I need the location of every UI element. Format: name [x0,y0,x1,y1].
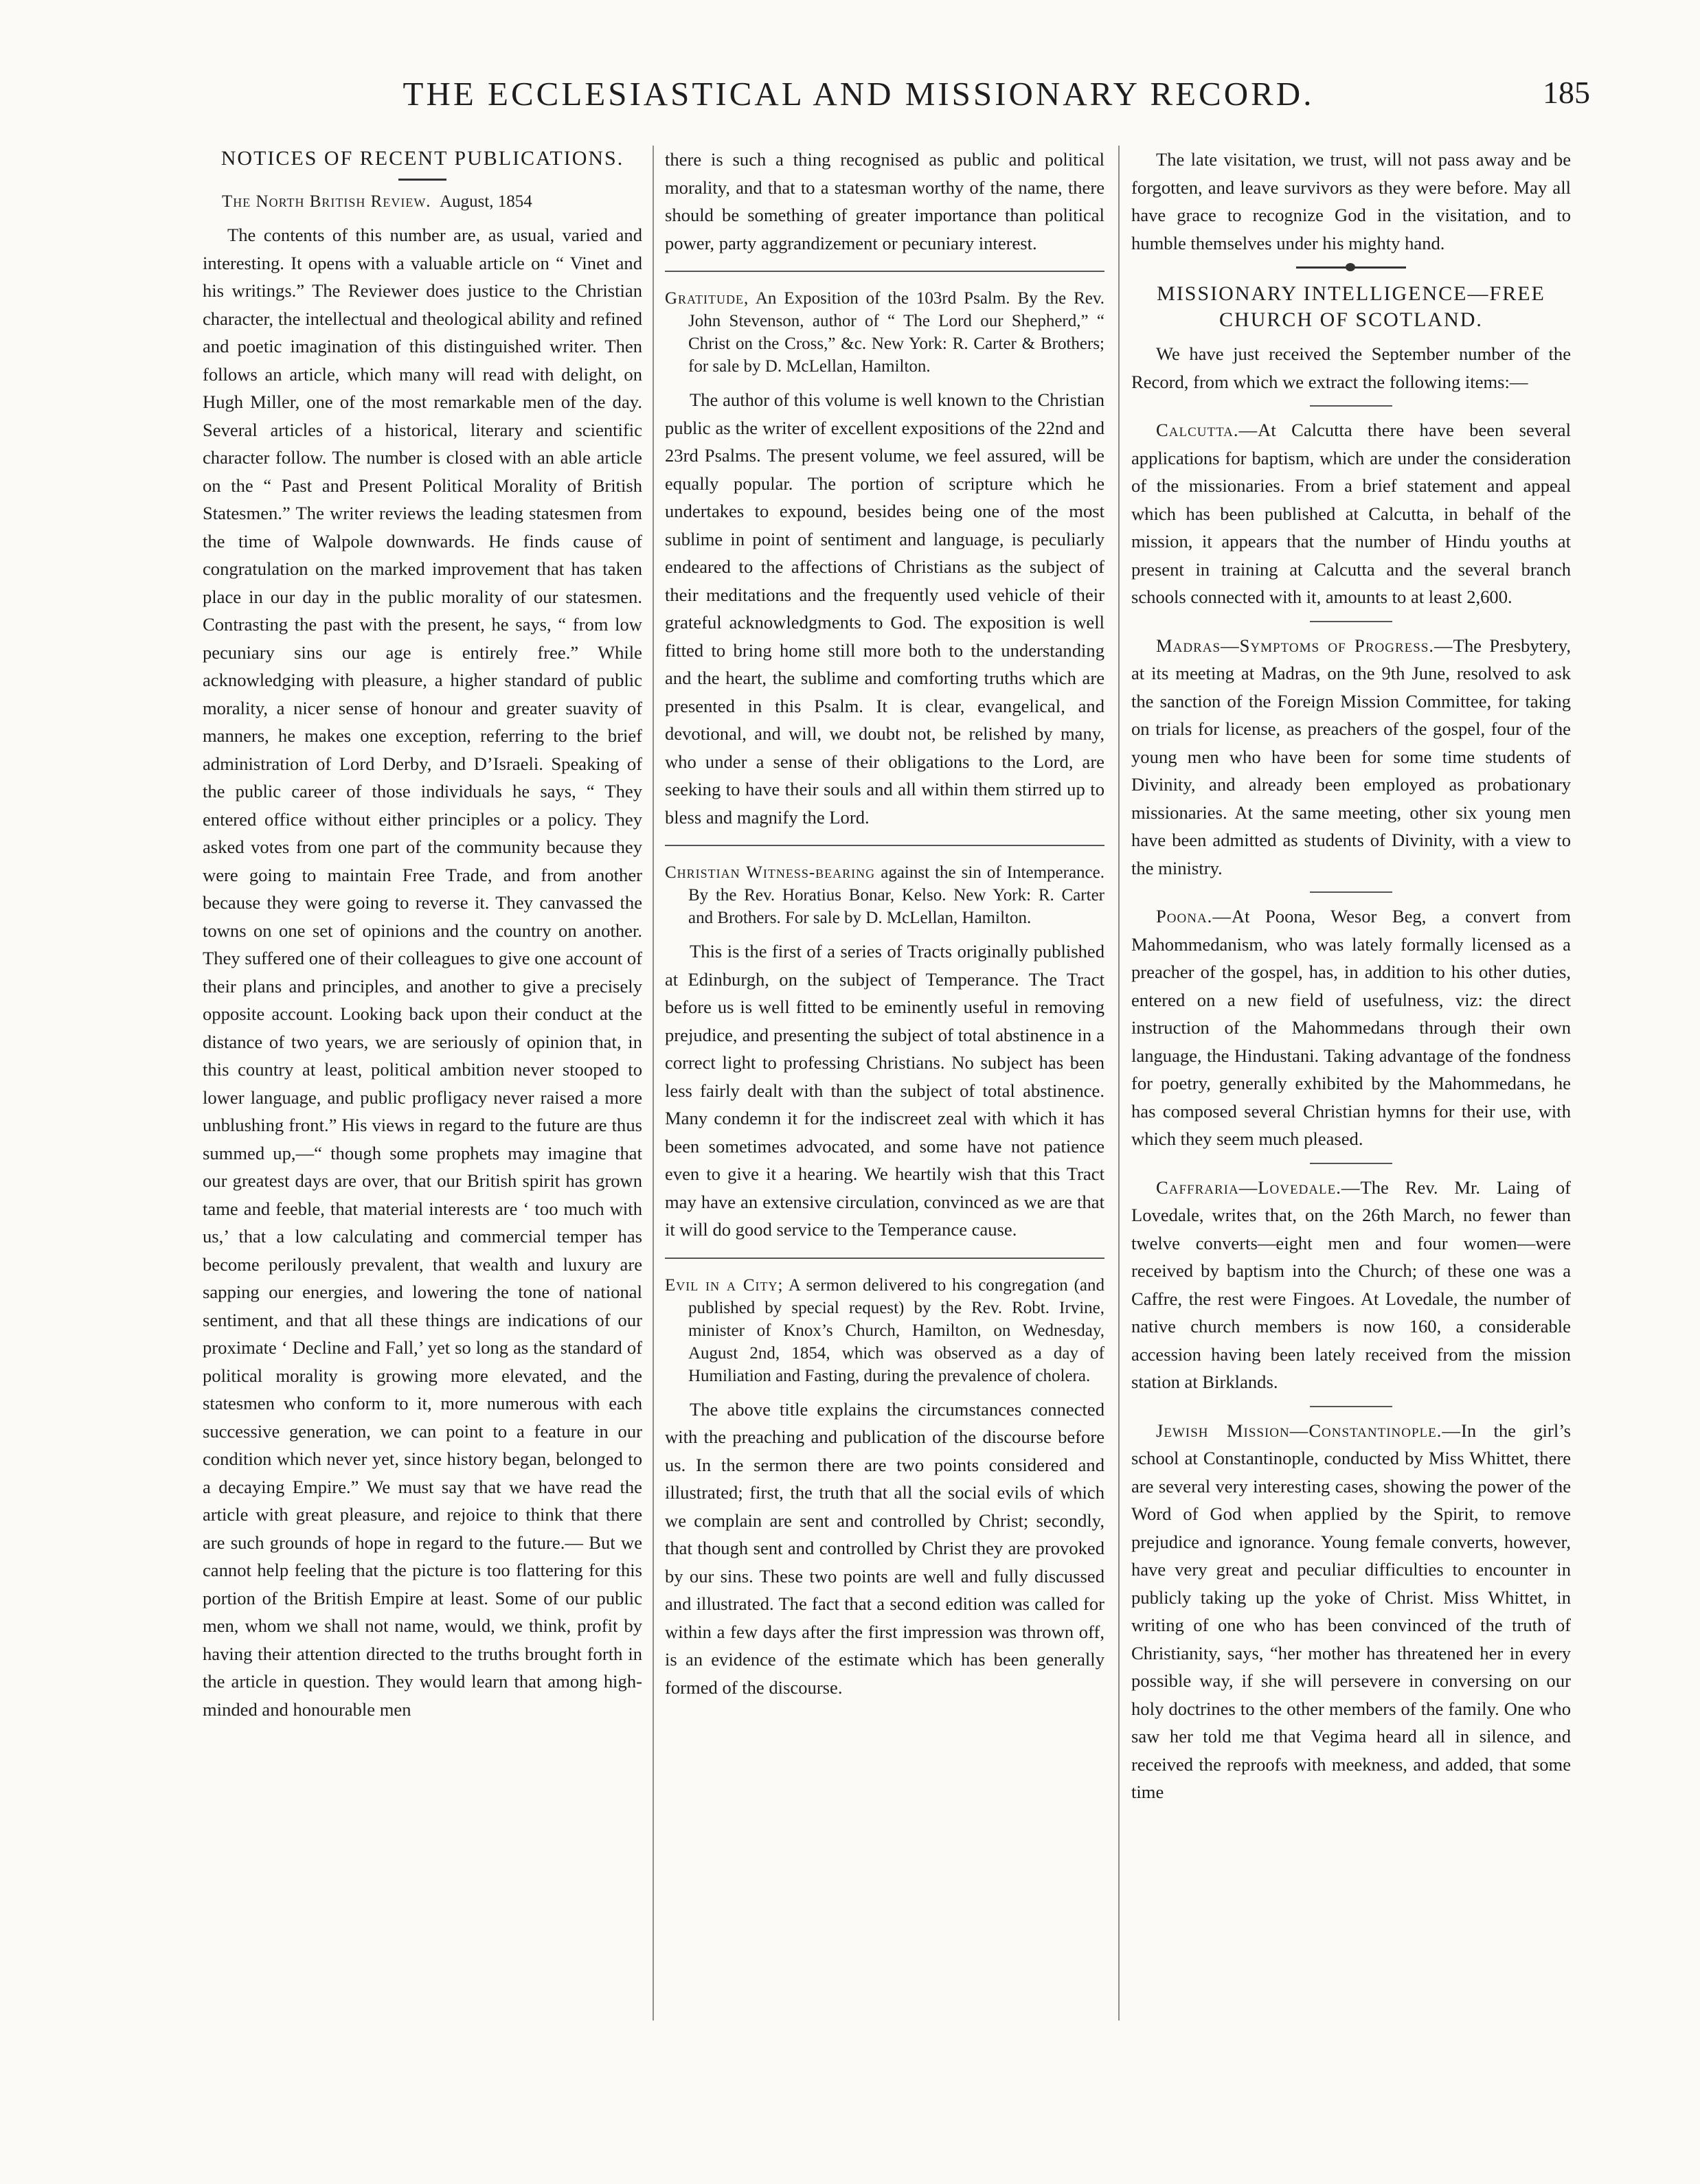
running-title: THE ECCLESIASTICAL AND MISSIONARY RECORD. [403,75,1315,113]
separator-rule [1310,405,1392,407]
news-item [1131,1417,1571,1806]
news-head: Madras—Symptoms of Progress.— [1156,635,1453,656]
review-date: August, 1854 [440,192,532,211]
news-head: Calcutta.— [1156,420,1258,440]
news-body: At Poona, Wesor Beg, a convert from Mahommedanism, who was lately formally licensed as a preacher of the gospel, has, in addition to his other duties, entered on a new field of usefulness, viz: the direct instruction of the Mahommedans through their own language, the Hindustani. Taking advantage of the fondness for poetry, generally exhibited by the Mahommedans, he has composed several Christian hymns for their use, with which they seem much pleased. [1131,906,1571,1149]
column-right [1131,146,1571,1806]
column-left [203,146,642,1723]
review-body: This is the first of a series of Tracts originally published at Edinburgh, on the subject of Temperance. The Tract before us is well fitted to be eminently useful in removing prejudice, and presenting the subject of total abstinence in a correct light to professing Christians. No subject has been less fairly dealt with than the subject of total abstinence. Many condemn it for the indiscreet zeal with which it has been sometimes advocated, and some have not patience even to give it a hearing. We heartily wish that this Tract may have an extensive circulation, convinced as we are that it will do good service to the Temperance cause. [665,941,1104,1240]
review-citation [665,1274,1104,1387]
news-item [1131,902,1571,1153]
separator-rule [665,845,1104,846]
section-title-notices: NOTICES OF RECENT PUBLICATIONS. [220,147,624,170]
section-title-missionary: MISSIONARY INTELLIGENCE—FREE CHURCH OF SCOTLAND. [1157,282,1545,331]
review-body: The contents of this number are, as usual, varied and interesting. It opens with a valuable article on “ Vinet and his writings.” The Reviewer does justice to the Christian character, the intellectual and theological ability and refined and poetic imagination of this distinguished writer. Then follows an article, which many will read with delight, on Hugh Miller, one of the most remarkable men of the day. Several articles of a historical, literary and scientific character follow. The number is closed with an able article on the “ Past and Present Political Morality of British Statesmen.” The writer reviews the leading statesmen from the time of Walpole downwards. He finds cause of congratulation on the marked improvement that has taken place in our day in the public morality of our statesmen. Contrasting the past with the present, he says, “ from low pecuniary sins our age is entirely free.” While acknowledging with pleasure, a higher standard of public morality, a nicer sense of honour and greater suavity of manners, he makes one exception, referring to the brief administration of Lord Derby, and D’Israeli. Speaking of the public career of those individuals he says, “ They entered office without either principles or a policy. They asked votes from one part of the community because they were going to maintain Free Trade, and from another because they were going to reverse it. They canvassed the towns on one set of opinions and the country on another. They suffered one of their colleagues to give one account of their plans and principles, and another to give a precisely opposite account. Looking back upon their conduct at the distance of two years, we are seriously of opinion that, in this country at least, political ambition never stooped to lower language, and public profligacy never raised a more unblushing front.” His views in regard to the future are thus summed up,—“ though some prophets may imagine that our greatest days are over, that our British spirit has grown tame and feeble, that material interests are ‘ too much with us,’ that a low calculating and commercial temper has become perilously prevalent, that wealth and luxury are sapping our energies, and lowering the tone of national sentiment, and that all these things are indications of our proximate ‘ Decline and Fall,’ yet so long as the standard of political morality is growing more elevated, and the statesmen who conform to it, more numerous with each successive generation, we can point to a feature in our condition which never yet, since history began, belonged to a decaying Empire.” We must say that we have read the article with great pleasure, and rejoice to think that there are such grounds of hope in regard to the future.— But we cannot help feeling that the picture is too flattering for this portion of the British Empire at least. Some of our public men, whom we shall not name, would, we think, profit by having their attention directed to the truths brought forth in the article in question. They would learn that among high-minded and honourable men [203,225,642,1720]
review-head: Christian Witness-bearing [665,863,876,882]
intro-paragraph: We have just received the September number of the Record, from which we extract the following items:— [1131,343,1571,392]
news-head: Poona.— [1156,906,1232,926]
review-citation-text: An Exposition of the 103rd Psalm. By the Rev. John Stevenson, author of “ The Lord our Shepherd,” “ Christ on the Cross,” &c. New York: R. Carter & Brothers; for sale by D. McLellan, Hamilton. [688,289,1104,376]
news-body: The Presbytery, at its meeting at Madras, on the 9th June, resolved to ask the sanction of the Foreign Mission Committee, for taking on trials for license, as preachers of the gospel, four of the young men who have been for some time students of Divinity, and already been employed as probationary missionaries. At the same meeting, other six young men have been admitted as students of Divinity, with a view to the ministry. [1131,635,1571,878]
column-divider [653,146,654,2021]
column-middle [665,146,1104,1701]
review-body-continued: there is such a thing recognised as public and political morality, and that to a statesman worthy of the name, there should be something of greater importance than political power, party aggrandizement or pecuniary interest. [665,149,1104,253]
news-item [1131,1174,1571,1396]
review-citation-text: A sermon delivered to his congregation (and published by special request) by the Rev. Robt. Irvine, minister of Knox’s Church, Hamilton, on Wednesday, August 2nd, 1854, which was observed as a day of Humiliation and Fasting, during the prevalence of cholera. [688,1275,1104,1385]
news-head: Caffraria—Lovedale.— [1156,1176,1361,1198]
separator-rule [1310,891,1392,893]
review-body: The above title explains the circumstances connected with the preaching and publication of the discourse before us. In the sermon there are two points considered and illustrated; first, the truth that all the social evils of which we complain are sent and controlled by Christ; secondly, that though sent and controlled by Christ they are provoked by our sins. These two points are well and fully discussed and illustrated. The fact that a second edition was called for within a few days after the first impression was thrown off, is an evidence of the estimate which has been generally formed of the discourse. [665,1398,1104,1698]
review-body: The author of this volume is well known to the Christian public as the writer of excellent expositions of the 22nd and 23rd Psalms. The present volume, we feel assured, will be equally popular. The portion of scripture which he undertakes to expound, besides being one of the most sublime in point of sentiment and language, is peculiarly endeared to the affections of Christians as the subject of their meditations and the frequently used vehicle of their grateful acknowledgments to God. The exposition is well fitted to bring home still more both to the understanding and the heart, the sublime and comforting truths which are presented in this Psalm. It is clear, evangelical, and devotional, and will, we doubt not, be relished by many, who under a sense of their obligations to the Lord, are seeking to have their souls and all within them stirred up to bless and magnify the Lord. [665,389,1104,828]
separator-rule [1310,1163,1392,1164]
review-head: The North British Review. [222,192,431,211]
paragraph-text: The late visitation, we trust, will not pass away and be forgotten, and leave survivors as they were before. May all have grace to recognize God in the visitation, and to humble themselves under his mighty hand. [1131,149,1571,253]
ornamental-rule [1296,266,1406,269]
review-citation [203,190,642,213]
news-item [1131,632,1571,883]
review-head: Gratitude, [665,289,749,308]
separator-rule [665,1258,1104,1259]
news-body: The Rev. Mr. Laing of Lovedale, writes that, on the 26th March, no fewer than twelve converts—eight men and four women—were received by baptism into the Church; of these one was a Caffre, the rest were Fingoes. At Lovedale, the number of native church members is now 160, a considerable accession having been lately received from the mission station at Birklands. [1131,1176,1571,1392]
review-citation-text: against the sin of Intemperance. By the Rev. Horatius Bonar, Kelso. New York: R. Carter and Brothers. For sale by D. McLellan, Hamilton. [688,863,1104,927]
separator-rule [1310,1406,1392,1407]
title-rule [398,179,446,181]
separator-rule [665,271,1104,272]
review-citation [665,861,1104,929]
page-number: 185 [1543,75,1590,110]
news-item [1131,416,1571,611]
separator-rule [1310,621,1392,622]
news-body: In the girl’s school at Constantinople, conducted by Miss Whittet, there are several very interesting cases, showing the power of the Word of God when applied by the Spirit, to remove prejudice and ignorance. Young female converts, however, have very great and peculiar difficulties to encounter in publicly taking up the yoke of Christ. Miss Whittet, in writing of one who has been convinced of the truth of Christianity, says, “her mother has threatened her in every possible way, if she will persevere in conversing on our holy doctrines to the other members of the family. One who saw her told me that Vegima heard all in silence, and received the reproofs with meekness, and added, that some time [1131,1420,1572,1802]
page-header [0,74,1700,136]
news-head: Jewish Mission—Constantinople.— [1156,1420,1461,1441]
news-body: At Calcutta there have been several applications for baptism, which are under the consideration of the missionaries. From a brief statement and appeal which has been published at Calcutta, in behalf of the mission, it appears that the number of Hindu youths at present in training at Calcutta and the several branch schools connected with it, amounts to at least 2,600. [1131,420,1571,607]
review-head: Evil in a City; [665,1275,784,1295]
column-divider [1118,146,1120,2021]
review-citation [665,287,1104,378]
